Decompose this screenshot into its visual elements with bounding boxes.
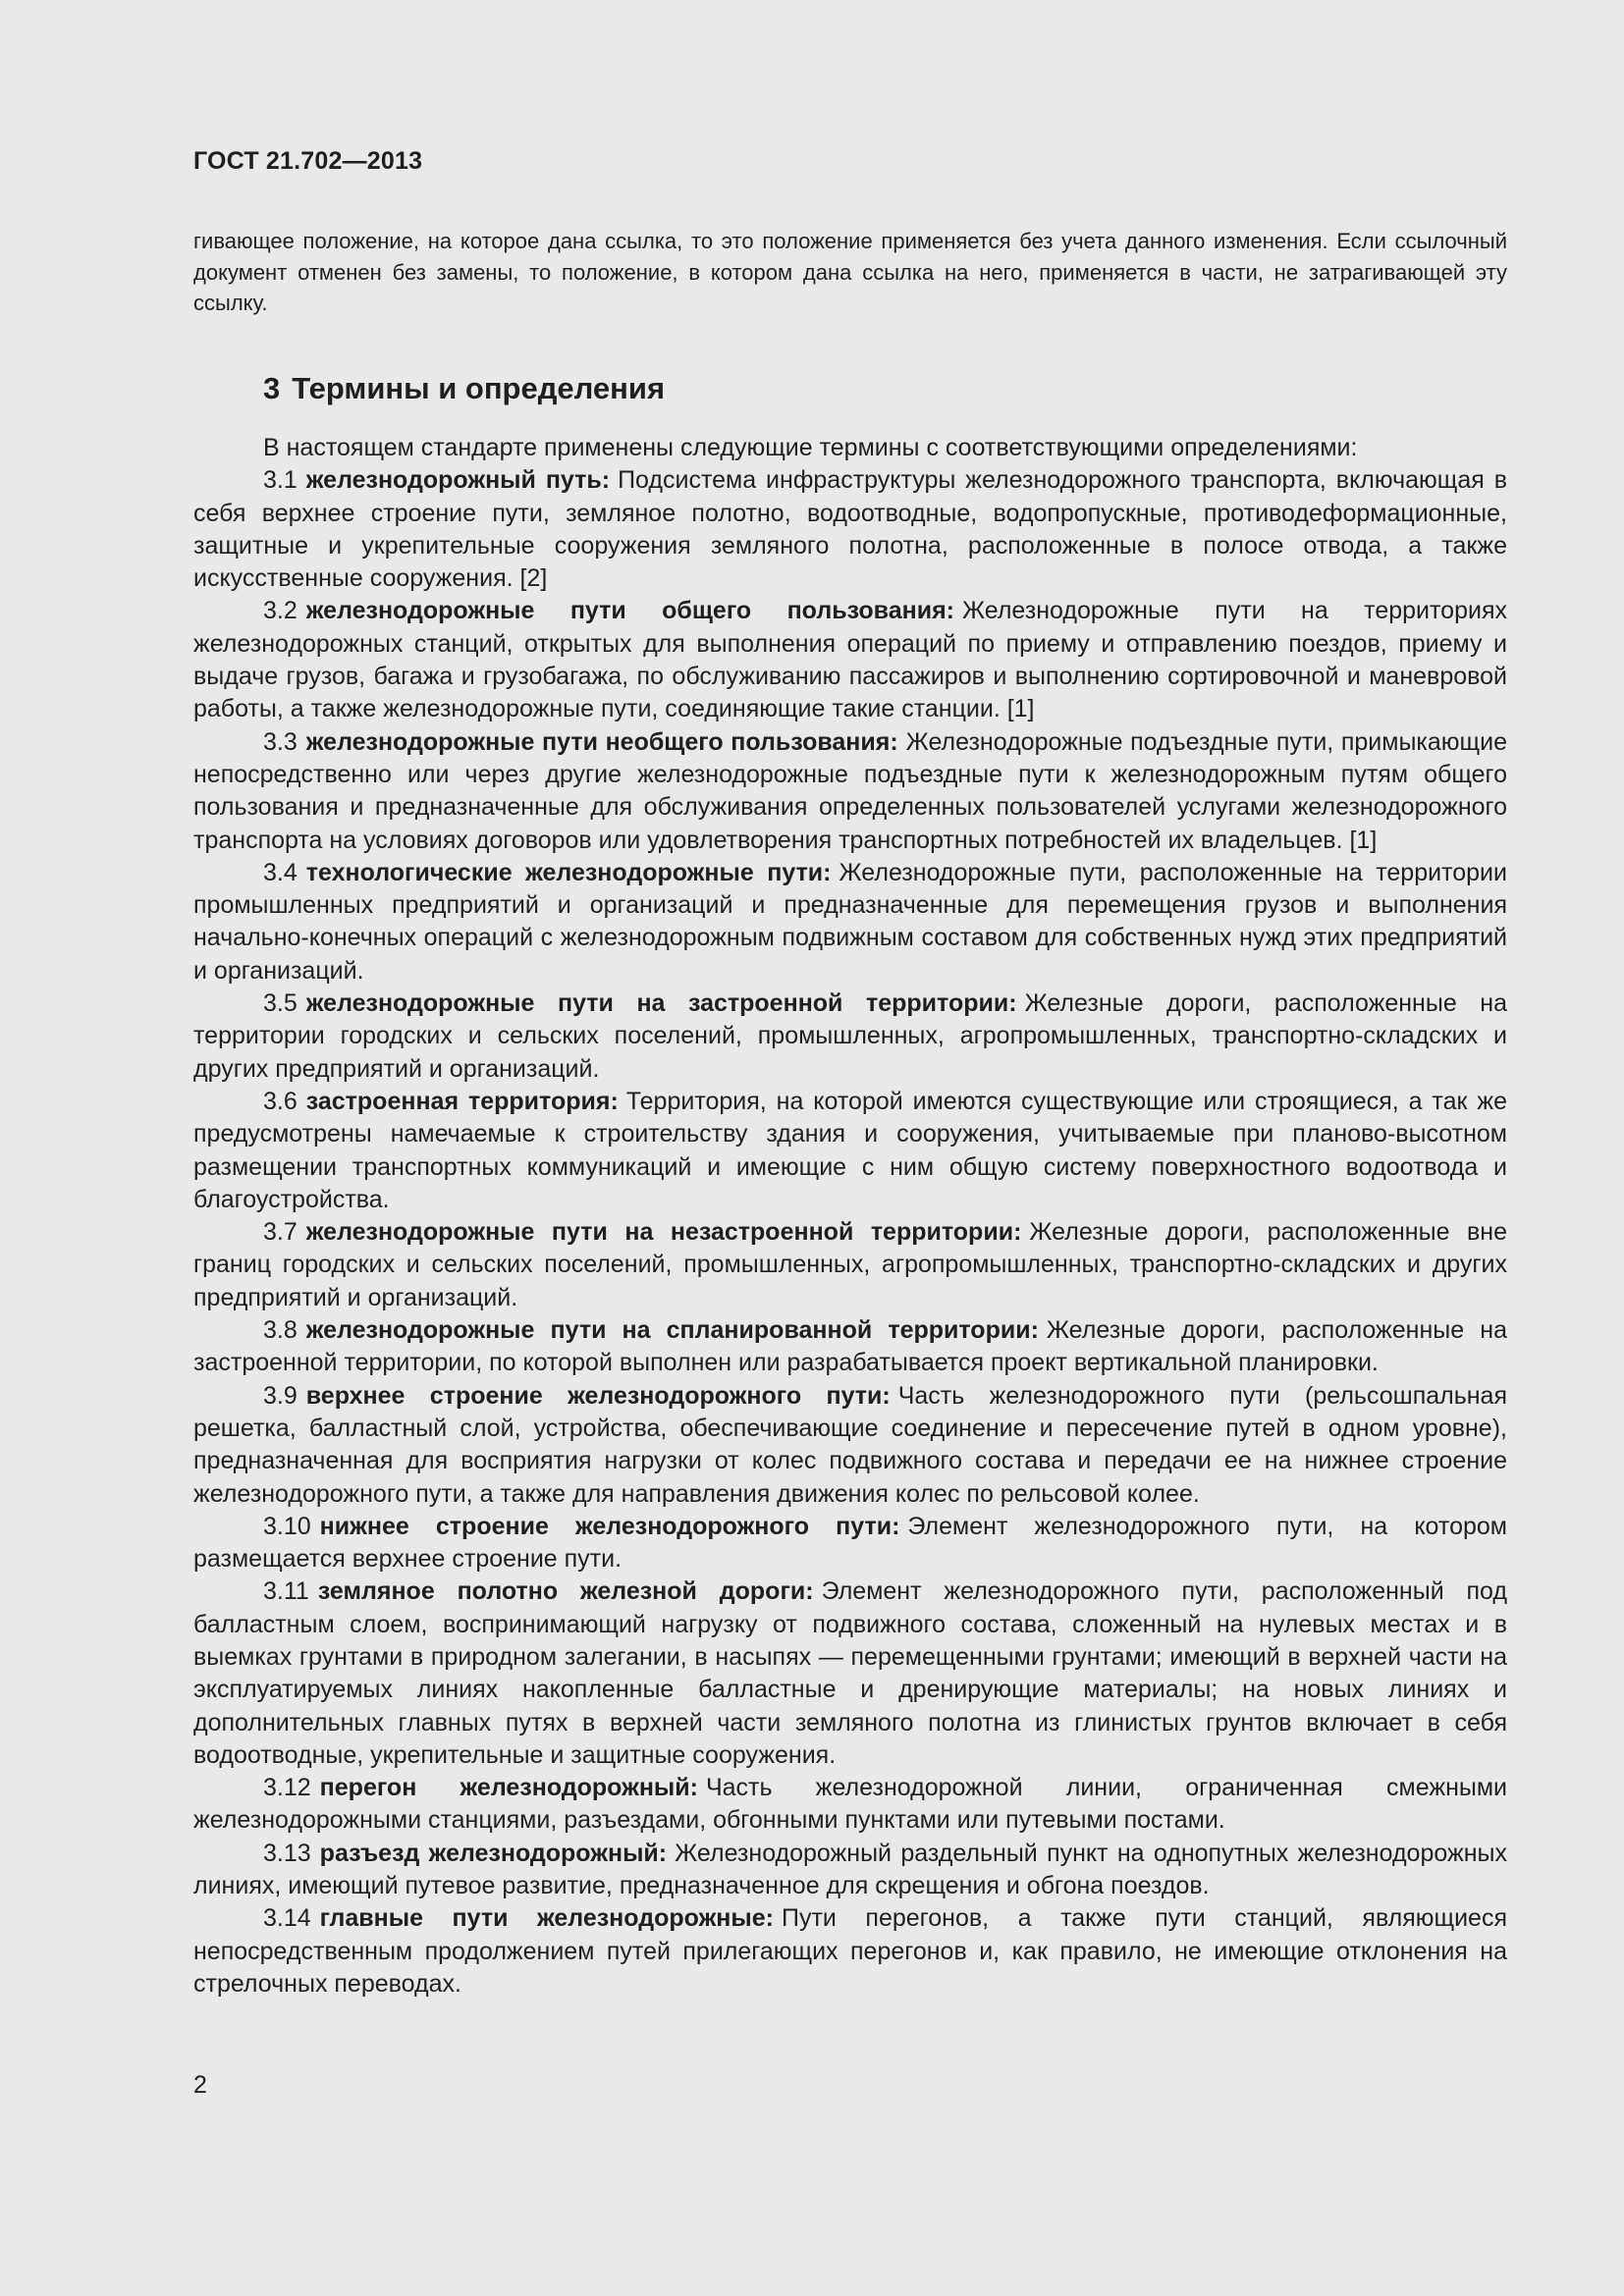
term-number: 3.14 xyxy=(263,1904,311,1933)
term-number: 3.6 xyxy=(263,1087,298,1115)
term-entry xyxy=(193,1902,1507,2001)
section-title: Термины и определения xyxy=(292,371,666,405)
term-definition: Железные дороги, расположенные вне границ городских и сельских поселений, промышленных, агропромышленных, транспортно-складских и других предприятий и организаций. xyxy=(193,1218,1507,1311)
term-definition: Элемент железнодорожного пути, расположенный под балластным слоем, воспринимающий нагрузку от подвижного состава, сложенный на нулевых местах и в выемках грунтами в природном залегании, в насыпях — перемещенными грунтами; имеющий в верхней части на эксплуатируемых линиях накопленные балластные и дренирующие материалы; на новых линиях и дополнительных главных путях в верхней части земляного полотна из глинистых грунтов включает в себя водоотводные, укрепительные и защитные сооружения. xyxy=(193,1577,1507,1769)
term-definition: Железнодорожные пути, расположенные на территории промышленных предприятий и организаций и предназначенные для перемещения грузов и выполнения начально-конечных операций с железнодорожным подвижным составом для собственных нужд этих предприятий и организаций. xyxy=(193,858,1507,985)
term-name: железнодорожные пути на спланированной территории: xyxy=(305,1316,1039,1345)
term-entry xyxy=(193,1380,1507,1511)
term-entry xyxy=(193,1086,1507,1216)
term-definition: Элемент железнодорожного пути, на котором размещается верхнее строение пути. xyxy=(193,1512,1507,1574)
term-definition: Пути перегонов, а также пути станций, являющиеся непосредственным продолжением путей прилегающих перегонов и, как правило, не имеющие отклонения на стрелочных переводах. xyxy=(193,1904,1507,1998)
term-number: 3.10 xyxy=(263,1512,311,1540)
term-name: железнодорожные пути на незастроенной территории: xyxy=(305,1218,1022,1247)
term-entry xyxy=(193,1314,1507,1380)
section-lead: В настоящем стандарте применены следующие термины с соответствующими определениями: xyxy=(263,434,1358,461)
term-number: 3.4 xyxy=(263,858,298,886)
term-entry xyxy=(193,464,1507,595)
term-number: 3.2 xyxy=(263,597,298,625)
term-definition: Территория, на которой имеются существующие или строящиеся, а так же предусмотрены намечаемые к строительству здания и сооружения, учитываемые при планово-высотном размещении транспортных коммуникаций и имеющие с ним общую систему поверхностного водоотвода и благоустройства. xyxy=(193,1087,1507,1213)
term-name: железнодорожные пути необщего пользования: xyxy=(305,727,898,756)
term-number: 3.11 xyxy=(263,1577,309,1606)
term-number: 3.5 xyxy=(263,989,298,1018)
term-name: нижнее строение железнодорожного пути: xyxy=(319,1512,900,1540)
term-name: главные пути железнодорожные: xyxy=(319,1904,774,1933)
term-entry xyxy=(193,988,1507,1086)
term-number: 3.9 xyxy=(263,1381,298,1410)
term-name: земляное полотно железной дороги: xyxy=(317,1577,814,1606)
term-entry xyxy=(193,595,1507,725)
section-number: 3 xyxy=(263,371,281,405)
term-number: 3.7 xyxy=(263,1218,298,1247)
term-entry xyxy=(193,1575,1507,1772)
document-header: ГОСТ 21.702—2013 xyxy=(193,147,423,175)
term-number: 3.8 xyxy=(263,1316,298,1345)
term-definition: Железнодорожные пути на территориях железнодорожных станций, открытых для выполнения операций по приему и отправлению поездов, приему и выдаче грузов, багажа и грузобагажа, по обслуживанию пассажиров и выполнению сортировочной и маневровой работы, а также железнодорожные пути, соединяющие такие станции. [1] xyxy=(193,597,1507,723)
term-name: железнодорожные пути на застроенной территории: xyxy=(305,989,1017,1018)
term-name: железнодорожный путь: xyxy=(305,466,611,495)
term-definition: Часть железнодорожного пути (рельсошпальная решетка, балластный слой, устройства, обеспечивающие соединение и пересечение путей в одном уровне), предназначенная для восприятия нагрузки от колес подвижного состава и передачи ее на нижнее строение железнодорожного пути, а также для направления движения колес по рельсовой колее. xyxy=(193,1381,1507,1508)
term-entry xyxy=(193,1216,1507,1314)
term-entry xyxy=(193,1838,1507,1903)
term-entry xyxy=(193,1511,1507,1576)
term-number: 3.3 xyxy=(263,727,298,756)
term-definition: Подсистема инфраструктуры железнодорожного транспорта, включающая в себя верхнее строение пути, земляное полотно, водоотводные, водопропускные, противодеформационные, защитные и укрепительные сооружения земляного полотна, расположенные в полосе отвода, а также искусственные сооружения. [2] xyxy=(193,466,1507,593)
term-entry xyxy=(193,857,1507,988)
page-number: 2 xyxy=(193,2071,207,2099)
section-heading xyxy=(263,371,665,406)
term-definition: Железные дороги, расположенные на застроенной территории, по которой выполнен или разрабатывается проект вертикальной планировки. xyxy=(193,1316,1507,1377)
term-entry xyxy=(193,1772,1507,1838)
term-entry xyxy=(193,726,1507,857)
term-name: застроенная территория: xyxy=(305,1087,619,1115)
intro-paragraph: гивающее положение, на которое дана ссылка, то это положение применяется без учета данного изменения. Если ссылочный документ отменен без замены, то положение, в котором дана ссылка на него, применяется в части, не затрагивающей эту ссылку. xyxy=(193,229,1507,315)
term-number: 3.12 xyxy=(263,1774,311,1802)
term-definition: Часть железнодорожной линии, ограниченная смежными железнодорожными станциями, разъездами, обгонными пунктами или путевыми постами. xyxy=(193,1774,1507,1835)
term-definition: Железнодорожные подъездные пути, примыкающие непосредственно или через другие железнодорожные подъездные пути к железнодорожным путям общего пользования и предназначенные для обслуживания определенных пользователей услугами железнодорожного транспорта на условиях договоров или удовлетворения транспортных потребностей их владельцев. [1] xyxy=(193,727,1507,854)
term-definition: Железные дороги, расположенные на территории городских и сельских поселений, промышленных, агропромышленных, транспортно-складских и других предприятий и организаций. xyxy=(193,989,1507,1083)
term-name: железнодорожные пути общего пользования: xyxy=(305,597,954,625)
term-number: 3.13 xyxy=(263,1839,311,1867)
term-name: технологические железнодорожные пути: xyxy=(305,858,832,886)
term-definition: Железнодорожный раздельный пункт на однопутных железнодорожных линиях, имеющий путевое развитие, предназначенное для скрещения и обгона поездов. xyxy=(193,1839,1507,1900)
term-name: верхнее строение железнодорожного пути: xyxy=(305,1381,891,1410)
term-name: перегон железнодорожный: xyxy=(319,1774,698,1802)
terms-body xyxy=(193,432,1507,2001)
term-number: 3.1 xyxy=(263,466,298,495)
term-name: разъезд железнодорожный: xyxy=(319,1839,668,1867)
